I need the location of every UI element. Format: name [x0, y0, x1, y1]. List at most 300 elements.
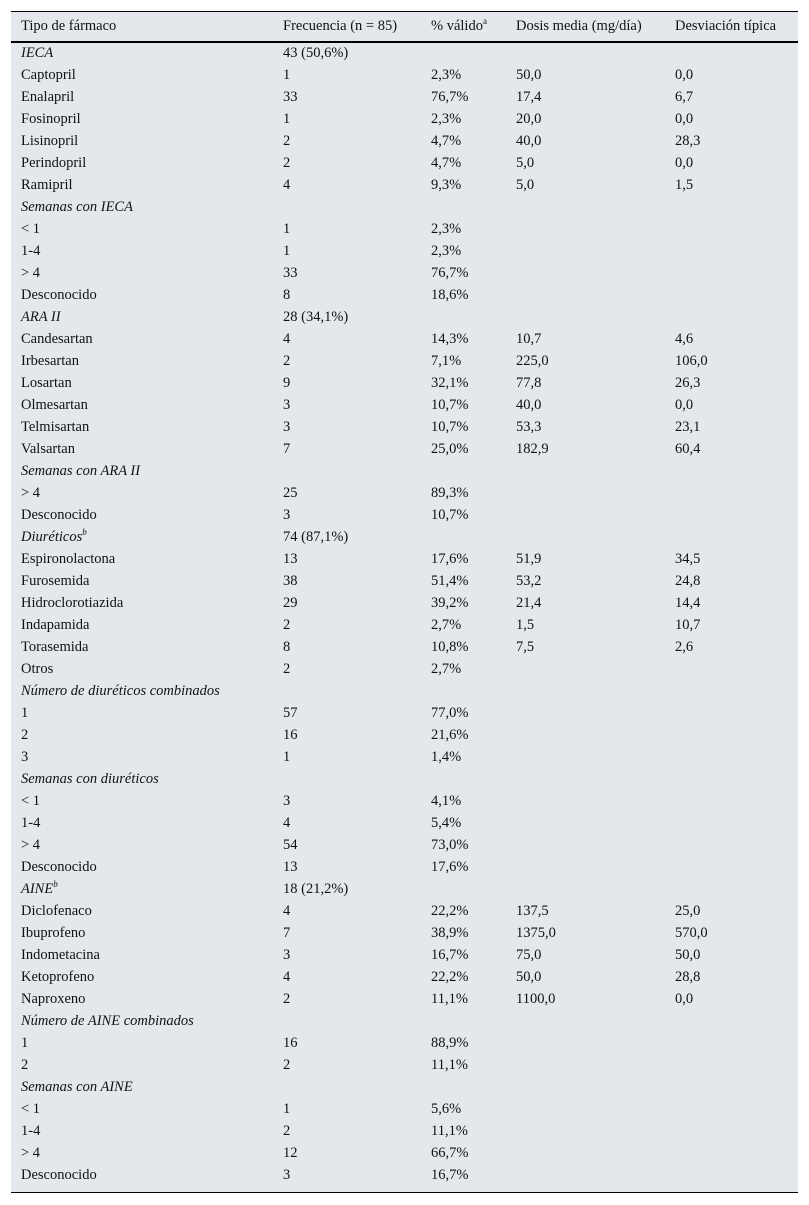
table-row [11, 394, 798, 416]
cell-mean-dose: 1100,0 [516, 990, 556, 1007]
cell-mean-dose: 20,0 [516, 110, 542, 127]
cell-valid-percent: 11,1% [431, 1056, 468, 1073]
table-section-row [11, 768, 798, 790]
cell-std-dev [665, 240, 798, 262]
cell-mean-dose: 1,5 [516, 616, 535, 633]
cell-std-dev [665, 218, 798, 240]
cell-drug-type: Valsartan [21, 440, 75, 457]
cell-drug-type: 1 [21, 704, 29, 721]
cell-std-dev: 28,8 [675, 968, 701, 985]
cell-std-dev: 0,0 [675, 990, 694, 1007]
table-row [11, 724, 798, 746]
cell-drug-type: Semanas con ARA II [21, 462, 141, 479]
cell-std-dev: 50,0 [675, 946, 701, 963]
cell-valid-percent: 11,1% [431, 1122, 468, 1139]
table-row [11, 438, 798, 460]
cell-std-dev [665, 1098, 798, 1120]
table-section-row [11, 878, 798, 900]
cell-std-dev [665, 1054, 798, 1076]
table-row [11, 900, 798, 922]
cell-valid-percent: 32,1% [431, 374, 469, 391]
cell-mean-dose [506, 42, 665, 64]
cell-mean-dose [506, 834, 665, 856]
cell-drug-type: Lisinopril [21, 132, 79, 149]
cell-mean-dose [506, 1076, 665, 1098]
section-label: Diuréticos [21, 528, 83, 545]
cell-drug-type: Desconocido [21, 858, 97, 875]
cell-drug-type: Diclofenaco [21, 902, 92, 919]
cell-drug-type: > 4 [21, 484, 41, 501]
cell-valid-percent: 17,6% [431, 550, 469, 567]
cell-frequency: 28 (34,1%) [283, 308, 349, 325]
cell-drug-type [11, 526, 273, 548]
cell-mean-dose [506, 526, 665, 548]
cell-drug-type: > 4 [21, 264, 41, 281]
cell-std-dev: 0,0 [675, 110, 694, 127]
cell-drug-type: Telmisartan [21, 418, 90, 435]
cell-std-dev [665, 878, 798, 900]
cell-mean-dose [506, 240, 665, 262]
cell-valid-percent: 14,3% [431, 330, 469, 347]
cell-std-dev: 0,0 [675, 154, 694, 171]
cell-mean-dose [506, 504, 665, 526]
table-body [11, 42, 798, 1186]
table-row [11, 1054, 798, 1076]
cell-frequency: 4 [283, 902, 291, 919]
cell-drug-type: Naproxeno [21, 990, 86, 1007]
cell-std-dev [665, 196, 798, 218]
table-row [11, 328, 798, 350]
table-row [11, 152, 798, 174]
cell-drug-type: Enalapril [21, 88, 75, 105]
cell-std-dev [665, 834, 798, 856]
cell-valid-percent [421, 878, 506, 900]
cell-drug-type: Ramipril [21, 176, 73, 193]
table-row [11, 218, 798, 240]
table-row [11, 64, 798, 86]
cell-std-dev: 10,7 [675, 616, 701, 633]
cell-mean-dose: 40,0 [516, 396, 542, 413]
cell-mean-dose [506, 460, 665, 482]
cell-mean-dose: 10,7 [516, 330, 542, 347]
cell-valid-percent: 51,4% [431, 572, 469, 589]
cell-std-dev: 0,0 [675, 396, 694, 413]
footnote-b-marker: b [82, 526, 87, 537]
table-section-row [11, 460, 798, 482]
cell-valid-percent: 77,0% [431, 704, 469, 721]
cell-mean-dose: 7,5 [516, 638, 535, 655]
table-row [11, 570, 798, 592]
cell-mean-dose: 137,5 [516, 902, 549, 919]
cell-drug-type: 1-4 [21, 1122, 41, 1139]
header-std-dev: Desviación típica [665, 12, 798, 42]
table-row [11, 702, 798, 724]
header-valid-percent [421, 12, 506, 42]
cell-drug-type: Captopril [21, 66, 76, 83]
cell-frequency: 1 [283, 242, 291, 259]
table-row [11, 86, 798, 108]
cell-frequency: 2 [283, 352, 291, 369]
table-row [11, 284, 798, 306]
cell-mean-dose [506, 790, 665, 812]
cell-mean-dose [506, 680, 665, 702]
cell-std-dev [665, 284, 798, 306]
cell-frequency: 4 [283, 330, 291, 347]
cell-std-dev: 60,4 [675, 440, 701, 457]
cell-mean-dose: 17,4 [516, 88, 542, 105]
table-row [11, 922, 798, 944]
cell-std-dev [665, 1142, 798, 1164]
cell-valid-percent [421, 1010, 506, 1032]
cell-std-dev [665, 746, 798, 768]
cell-valid-percent: 16,7% [431, 1166, 469, 1183]
cell-std-dev: 2,6 [675, 638, 694, 655]
cell-mean-dose: 50,0 [516, 968, 542, 985]
cell-mean-dose [506, 1098, 665, 1120]
cell-valid-percent: 76,7% [431, 264, 469, 281]
cell-mean-dose [506, 262, 665, 284]
cell-frequency: 8 [283, 638, 291, 655]
cell-frequency: 13 [283, 550, 298, 567]
cell-valid-percent: 22,2% [431, 968, 469, 985]
cell-drug-type: Número de AINE combinados [21, 1012, 194, 1029]
cell-frequency: 13 [283, 858, 298, 875]
cell-std-dev: 14,4 [675, 594, 701, 611]
cell-std-dev [665, 856, 798, 878]
cell-frequency: 4 [283, 176, 291, 193]
table-row [11, 548, 798, 570]
cell-drug-type: Espironolactona [21, 550, 116, 567]
cell-std-dev [665, 1164, 798, 1186]
cell-std-dev: 24,8 [675, 572, 701, 589]
cell-valid-percent: 2,3% [431, 66, 462, 83]
cell-std-dev [665, 1120, 798, 1142]
cell-mean-dose [506, 768, 665, 790]
cell-std-dev: 0,0 [675, 66, 694, 83]
cell-drug-type: Otros [21, 660, 54, 677]
cell-std-dev [665, 768, 798, 790]
cell-frequency: 38 [283, 572, 298, 589]
cell-drug-type: Torasemida [21, 638, 89, 655]
cell-drug-type: < 1 [21, 220, 41, 237]
cell-frequency: 3 [283, 396, 291, 413]
table-row [11, 988, 798, 1010]
cell-std-dev: 28,3 [675, 132, 701, 149]
cell-frequency: 74 (87,1%) [283, 528, 349, 545]
cell-frequency: 29 [283, 594, 298, 611]
cell-drug-type: 2 [21, 1056, 29, 1073]
cell-frequency [273, 196, 421, 218]
cell-mean-dose: 50,0 [516, 66, 542, 83]
cell-valid-percent: 2,3% [431, 220, 462, 237]
cell-valid-percent: 22,2% [431, 902, 469, 919]
cell-valid-percent: 5,6% [431, 1100, 462, 1117]
cell-mean-dose [506, 878, 665, 900]
cell-frequency: 33 [283, 88, 298, 105]
cell-mean-dose: 51,9 [516, 550, 542, 567]
cell-mean-dose: 40,0 [516, 132, 542, 149]
section-label: AINE [21, 880, 54, 897]
cell-frequency: 16 [283, 1034, 298, 1051]
cell-valid-percent: 10,7% [431, 396, 469, 413]
table-row [11, 482, 798, 504]
table-row [11, 350, 798, 372]
cell-valid-percent: 2,3% [431, 110, 462, 127]
cell-frequency: 4 [283, 814, 291, 831]
cell-drug-type: Olmesartan [21, 396, 88, 413]
cell-frequency: 33 [283, 264, 298, 281]
cell-mean-dose [506, 196, 665, 218]
table-row [11, 834, 798, 856]
footnote-b-marker: b [53, 878, 58, 889]
cell-drug-type: 1-4 [21, 814, 41, 831]
cell-valid-percent [421, 196, 506, 218]
table-row [11, 614, 798, 636]
table-row [11, 944, 798, 966]
cell-frequency: 7 [283, 924, 291, 941]
cell-valid-percent: 16,7% [431, 946, 469, 963]
cell-std-dev: 34,5 [675, 550, 701, 567]
header-drug-type: Tipo de fármaco [11, 12, 273, 42]
cell-valid-percent: 11,1% [431, 990, 468, 1007]
cell-drug-type: 1-4 [21, 242, 41, 259]
header-valid-percent-label: % válido [431, 18, 483, 34]
cell-drug-type: Candesartan [21, 330, 93, 347]
cell-frequency: 3 [283, 418, 291, 435]
cell-std-dev [665, 812, 798, 834]
drug-table-container [11, 11, 798, 1193]
cell-mean-dose: 53,3 [516, 418, 542, 435]
table-section-row [11, 306, 798, 328]
cell-std-dev [665, 702, 798, 724]
cell-drug-type: Hidroclorotiazida [21, 594, 124, 611]
cell-std-dev: 4,6 [675, 330, 694, 347]
cell-valid-percent: 17,6% [431, 858, 469, 875]
cell-valid-percent: 4,1% [431, 792, 462, 809]
cell-frequency: 57 [283, 704, 298, 721]
cell-std-dev [665, 1010, 798, 1032]
cell-mean-dose [506, 1164, 665, 1186]
cell-valid-percent: 18,6% [431, 286, 469, 303]
table-header-row [11, 12, 798, 42]
cell-std-dev [665, 658, 798, 680]
cell-valid-percent [421, 526, 506, 548]
cell-frequency: 54 [283, 836, 298, 853]
cell-valid-percent [421, 680, 506, 702]
cell-frequency: 1 [283, 220, 291, 237]
table-row [11, 1142, 798, 1164]
cell-drug-type: 1 [21, 1034, 29, 1051]
cell-frequency: 3 [283, 946, 291, 963]
cell-valid-percent: 66,7% [431, 1144, 469, 1161]
cell-mean-dose [506, 482, 665, 504]
cell-drug-type: Semanas con AINE [21, 1078, 133, 1095]
cell-drug-type: Perindopril [21, 154, 87, 171]
cell-mean-dose [506, 746, 665, 768]
cell-mean-dose [506, 658, 665, 680]
cell-mean-dose: 182,9 [516, 440, 549, 457]
cell-mean-dose: 1375,0 [516, 924, 556, 941]
cell-drug-type: Indapamida [21, 616, 90, 633]
table-row [11, 966, 798, 988]
cell-frequency: 7 [283, 440, 291, 457]
cell-drug-type: Fosinopril [21, 110, 81, 127]
cell-std-dev: 25,0 [675, 902, 701, 919]
cell-valid-percent: 1,4% [431, 748, 462, 765]
cell-std-dev: 570,0 [675, 924, 708, 941]
cell-mean-dose [506, 306, 665, 328]
cell-valid-percent: 9,3% [431, 176, 462, 193]
cell-valid-percent: 73,0% [431, 836, 469, 853]
cell-mean-dose: 5,0 [516, 176, 535, 193]
cell-valid-percent [421, 460, 506, 482]
cell-mean-dose: 21,4 [516, 594, 542, 611]
cell-frequency: 9 [283, 374, 291, 391]
cell-std-dev [665, 262, 798, 284]
cell-valid-percent [421, 768, 506, 790]
cell-mean-dose: 75,0 [516, 946, 542, 963]
cell-frequency: 8 [283, 286, 291, 303]
cell-drug-type: < 1 [21, 792, 41, 809]
cell-frequency [273, 1076, 421, 1098]
cell-valid-percent: 4,7% [431, 154, 462, 171]
cell-mean-dose [506, 856, 665, 878]
table-row [11, 372, 798, 394]
cell-frequency: 1 [283, 66, 291, 83]
cell-valid-percent: 7,1% [431, 352, 462, 369]
cell-frequency: 12 [283, 1144, 298, 1161]
cell-mean-dose: 5,0 [516, 154, 535, 171]
cell-valid-percent: 21,6% [431, 726, 469, 743]
cell-drug-type: < 1 [21, 1100, 41, 1117]
cell-frequency: 3 [283, 792, 291, 809]
table-row [11, 504, 798, 526]
cell-mean-dose [506, 1120, 665, 1142]
cell-drug-type: Ibuprofeno [21, 924, 86, 941]
cell-mean-dose: 53,2 [516, 572, 542, 589]
cell-frequency: 2 [283, 990, 291, 1007]
cell-drug-type: Semanas con IECA [21, 198, 133, 215]
cell-mean-dose [506, 218, 665, 240]
footnote-a-marker: a [482, 16, 487, 27]
cell-std-dev [665, 1076, 798, 1098]
cell-frequency: 16 [283, 726, 298, 743]
cell-std-dev: 26,3 [675, 374, 701, 391]
table-section-row [11, 526, 798, 548]
cell-std-dev: 6,7 [675, 88, 694, 105]
table-row [11, 592, 798, 614]
cell-valid-percent: 25,0% [431, 440, 469, 457]
cell-mean-dose [506, 1054, 665, 1076]
cell-drug-type: > 4 [21, 1144, 41, 1161]
header-frequency: Frecuencia (n = 85) [273, 12, 421, 42]
cell-std-dev [665, 42, 798, 64]
cell-valid-percent: 4,7% [431, 132, 462, 149]
cell-valid-percent: 38,9% [431, 924, 469, 941]
cell-valid-percent: 10,7% [431, 506, 469, 523]
cell-frequency [273, 768, 421, 790]
cell-mean-dose [506, 1032, 665, 1054]
table-row [11, 416, 798, 438]
cell-valid-percent: 2,7% [431, 616, 462, 633]
cell-valid-percent: 2,7% [431, 660, 462, 677]
cell-mean-dose: 225,0 [516, 352, 549, 369]
cell-mean-dose [506, 1142, 665, 1164]
cell-frequency [273, 1010, 421, 1032]
cell-drug-type [11, 878, 273, 900]
cell-drug-type: Ketoprofeno [21, 968, 95, 985]
table-section-row [11, 1076, 798, 1098]
header-mean-dose: Dosis media (mg/día) [506, 12, 665, 42]
cell-std-dev [665, 306, 798, 328]
cell-mean-dose [506, 812, 665, 834]
cell-std-dev [665, 680, 798, 702]
table-row [11, 1164, 798, 1186]
table-row [11, 790, 798, 812]
cell-drug-type: 3 [21, 748, 29, 765]
table-row [11, 746, 798, 768]
table-row [11, 174, 798, 196]
cell-drug-type: Irbesartan [21, 352, 79, 369]
cell-frequency: 2 [283, 660, 291, 677]
cell-drug-type: Desconocido [21, 286, 97, 303]
table-row [11, 240, 798, 262]
drug-table [11, 12, 798, 1186]
cell-frequency: 4 [283, 968, 291, 985]
cell-valid-percent: 89,3% [431, 484, 469, 501]
cell-valid-percent: 10,7% [431, 418, 469, 435]
cell-std-dev [665, 460, 798, 482]
table-row [11, 262, 798, 284]
cell-frequency: 2 [283, 1122, 291, 1139]
cell-drug-type: Semanas con diuréticos [21, 770, 159, 787]
cell-frequency: 3 [283, 506, 291, 523]
cell-std-dev [665, 482, 798, 504]
cell-frequency: 18 (21,2%) [283, 880, 349, 897]
cell-std-dev [665, 1032, 798, 1054]
cell-drug-type: Indometacina [21, 946, 100, 963]
cell-valid-percent: 39,2% [431, 594, 469, 611]
cell-std-dev [665, 724, 798, 746]
cell-drug-type: Desconocido [21, 506, 97, 523]
cell-frequency: 1 [283, 748, 291, 765]
cell-drug-type: ARA II [21, 308, 61, 325]
cell-frequency: 25 [283, 484, 298, 501]
table-row [11, 812, 798, 834]
table-row [11, 1098, 798, 1120]
table-section-row [11, 42, 798, 64]
cell-valid-percent: 2,3% [431, 242, 462, 259]
cell-valid-percent: 88,9% [431, 1034, 469, 1051]
cell-frequency [273, 680, 421, 702]
cell-std-dev [665, 790, 798, 812]
cell-valid-percent: 10,8% [431, 638, 469, 655]
cell-frequency: 3 [283, 1166, 291, 1183]
table-row [11, 108, 798, 130]
table-row [11, 658, 798, 680]
cell-std-dev [665, 526, 798, 548]
cell-frequency: 2 [283, 616, 291, 633]
cell-mean-dose [506, 1010, 665, 1032]
cell-frequency: 2 [283, 154, 291, 171]
table-row [11, 636, 798, 658]
cell-frequency: 2 [283, 132, 291, 149]
cell-std-dev: 106,0 [675, 352, 708, 369]
table-row [11, 1032, 798, 1054]
cell-std-dev: 23,1 [675, 418, 701, 435]
cell-mean-dose: 77,8 [516, 374, 542, 391]
cell-valid-percent [421, 306, 506, 328]
